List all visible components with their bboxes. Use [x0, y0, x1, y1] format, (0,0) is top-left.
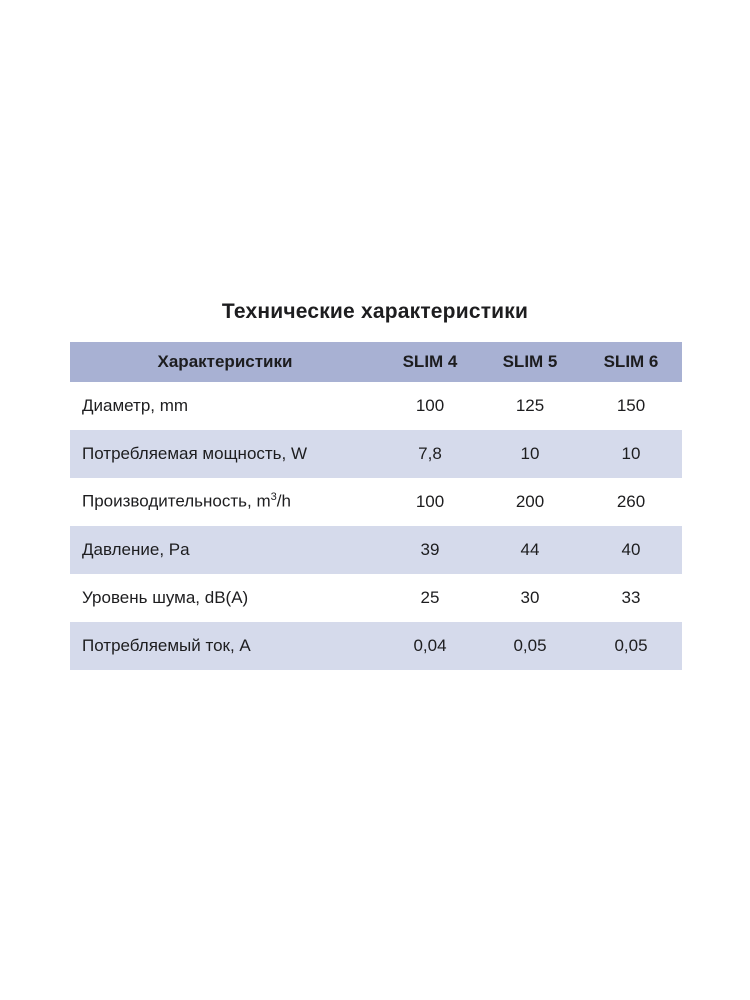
- row-label: Диаметр, mm: [82, 395, 189, 415]
- row-label: Потребляемая мощность, W: [82, 443, 308, 463]
- column-header-slim5: SLIM 5: [502, 351, 558, 371]
- row-label: Уровень шума, dB(A): [82, 587, 249, 607]
- cell-value: 0,04: [413, 635, 447, 655]
- table-row-current: [70, 622, 682, 670]
- cell-value: 0,05: [513, 635, 547, 655]
- column-header-slim4: SLIM 4: [402, 351, 458, 371]
- cell-value: 39: [420, 539, 440, 559]
- cell-value: 40: [621, 539, 641, 559]
- column-header-slim6: SLIM 6: [603, 351, 659, 371]
- row-label: Производительность, $m^3/h$: [82, 491, 291, 512]
- table-row-pressure: [70, 526, 682, 574]
- cell-value: 33: [621, 587, 641, 607]
- table-header-row: [70, 342, 682, 382]
- cell-value: 25: [420, 587, 440, 607]
- column-header-characteristics: Характеристики: [157, 351, 293, 371]
- cell-value: 44: [520, 539, 540, 559]
- cell-value: 260: [616, 491, 646, 511]
- cell-value: 10: [621, 443, 641, 463]
- row-label: Потребляемый ток, A: [82, 635, 251, 655]
- table-row-diameter: [70, 382, 682, 430]
- row-label: Давление, Pa: [82, 539, 190, 559]
- page-title: Технические характеристики: [221, 300, 529, 323]
- cell-value: 125: [515, 395, 545, 415]
- cell-value: 100: [415, 491, 445, 511]
- cell-value: 10: [520, 443, 540, 463]
- table-row-noise: [70, 574, 682, 622]
- cell-value: 0,05: [614, 635, 648, 655]
- cell-value: 150: [616, 395, 646, 415]
- cell-value: 200: [515, 491, 545, 511]
- specs-table: [70, 342, 682, 670]
- cell-value: 30: [520, 587, 540, 607]
- table-row-capacity: [70, 478, 682, 526]
- cell-value: 100: [415, 395, 445, 415]
- table-row-power: [70, 430, 682, 478]
- cell-value: 7,8: [418, 443, 442, 463]
